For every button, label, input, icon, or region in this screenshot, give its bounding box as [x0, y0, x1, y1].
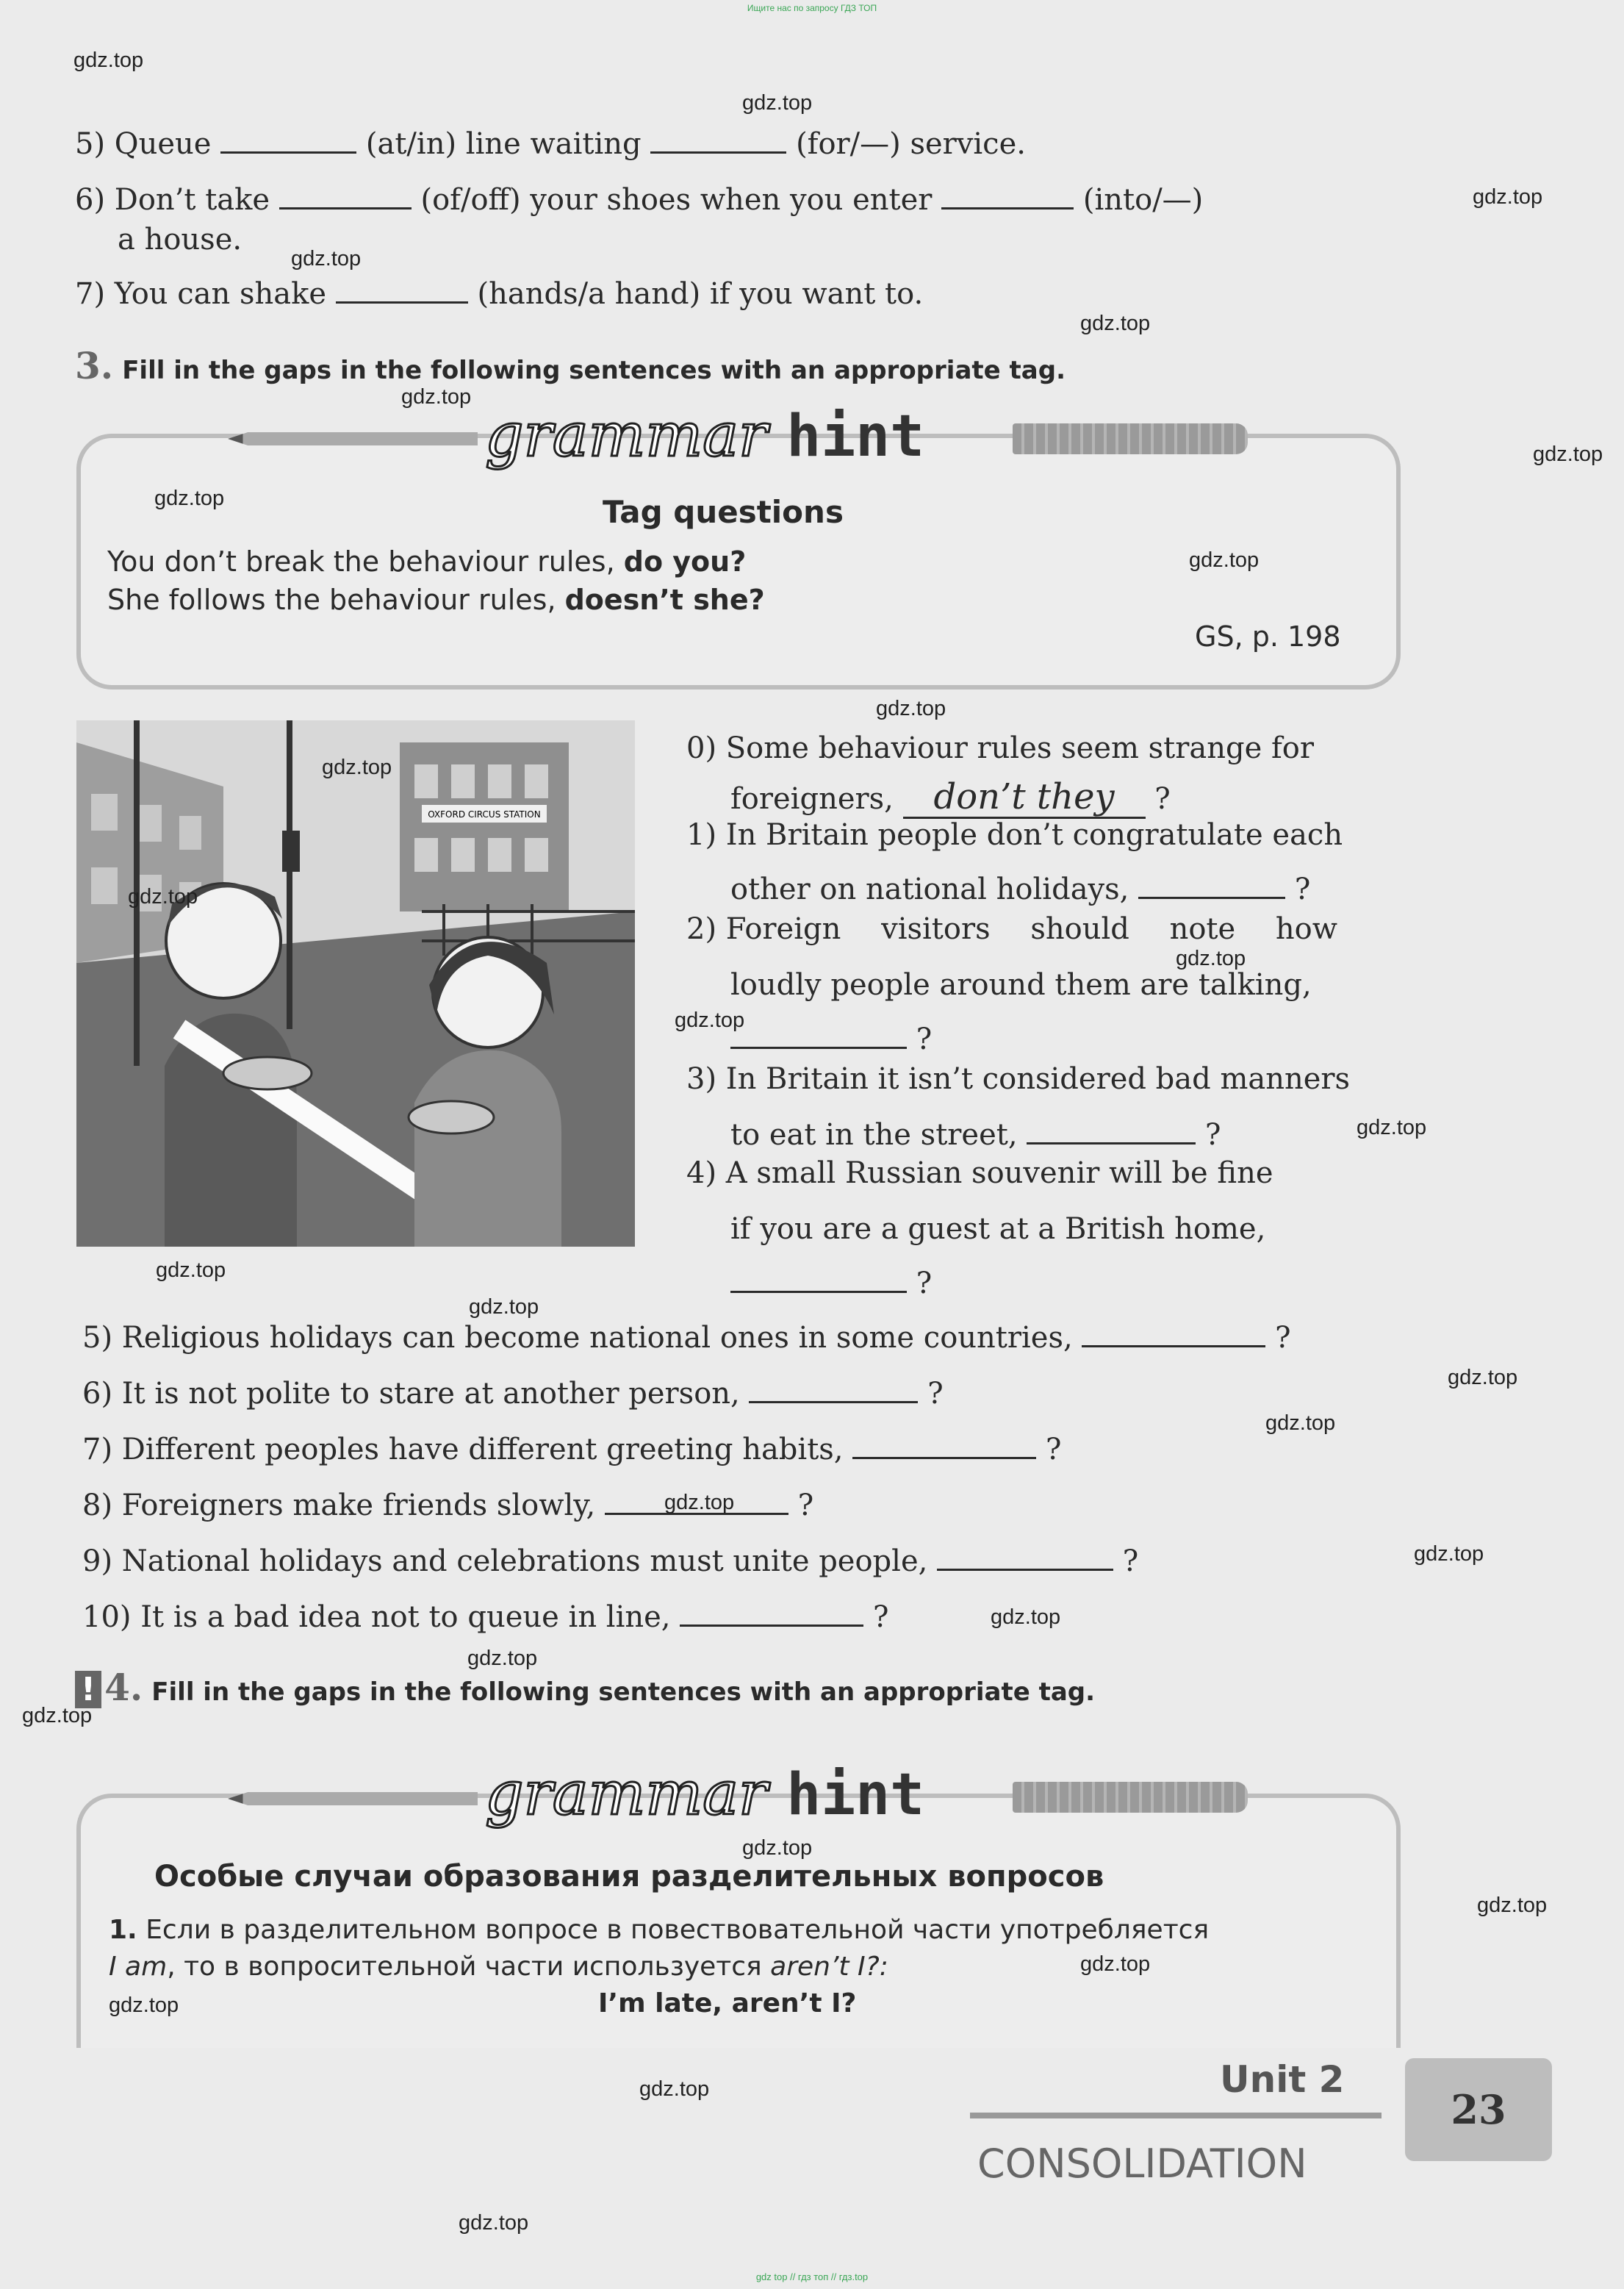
watermark: gdz.top: [459, 2211, 529, 2235]
watermark: gdz.top: [1357, 1116, 1427, 1139]
example-text: I’m late,: [598, 1988, 732, 2018]
unit-label: Unit 2: [1220, 2058, 1345, 2101]
answer-gap[interactable]: [1138, 873, 1285, 899]
rule-text: , то в вопросительной части используется: [167, 1952, 771, 1982]
item-text: Foreigners make friends slowly,: [121, 1489, 596, 1522]
item-text: Don’t take: [114, 183, 270, 217]
ex3-number: 3.: [75, 344, 114, 387]
important-mark-icon: !: [75, 1671, 101, 1708]
ex3-item-2-line2: [730, 967, 1312, 1003]
example-tag: aren’t I?: [731, 1988, 857, 2018]
watermark: gdz.top: [742, 1836, 813, 1860]
watermark: gdz.top: [991, 1605, 1061, 1629]
station-sign-text: OXFORD CIRCUS STATION: [428, 809, 541, 820]
watermark: gdz.top: [1477, 1894, 1548, 1917]
item-text: (into/—): [1082, 183, 1204, 217]
item-number: 5): [82, 1321, 113, 1355]
answer-gap[interactable]: [1082, 1322, 1265, 1347]
item-number: 1): [686, 818, 717, 852]
item-number: 6): [82, 1377, 113, 1411]
item-text: It is a bad idea not to queue in line,: [140, 1600, 671, 1634]
watermark: gdz.top: [322, 756, 392, 779]
answer-gap[interactable]: [937, 1545, 1113, 1571]
ex3-item-3-line2: to eat in the street, ?: [730, 1118, 1221, 1152]
watermark: gdz.top: [73, 49, 144, 72]
watermark: gdz.top: [401, 385, 472, 409]
answer-gap[interactable]: [279, 184, 412, 209]
item-text: foreigners,: [730, 782, 894, 816]
ex3-item-2-gap: ?: [730, 1022, 932, 1057]
item-text: (at/in) line waiting: [365, 127, 642, 161]
ex3-instruction: Fill in the gaps in the following sentences with an appropriate tag.: [122, 356, 1066, 385]
watermark: gdz.top: [1265, 1411, 1336, 1435]
hint-heading: Tag questions: [603, 494, 844, 530]
grammar-hint-title-2: [485, 1759, 924, 1829]
item-text: to eat in the street,: [730, 1118, 1018, 1152]
watermark: gdz.top: [639, 2077, 710, 2101]
watermark: gdz.top: [1080, 312, 1151, 335]
ex3-item-7: 7) Different peoples have different greeting habits, ?: [82, 1433, 1062, 1466]
item-number: 10): [82, 1600, 132, 1634]
ex2-item-5: [75, 126, 1026, 162]
item-number: 5): [75, 127, 106, 161]
ex3-item-2: [686, 911, 1337, 947]
ex2-item-6: [75, 182, 1203, 218]
watermark: gdz.top: [1533, 443, 1603, 466]
hint-heading-2: Особые случаи образования разделительных вопросов: [154, 1860, 1104, 1894]
watermark: gdz.top: [469, 1295, 539, 1319]
rule-number: 1.: [109, 1915, 137, 1945]
answer-gap[interactable]: [220, 128, 356, 154]
item-number: 9): [82, 1544, 113, 1578]
answer-gap[interactable]: [730, 1023, 907, 1049]
item-text: (for/—) service.: [796, 127, 1026, 161]
page-number: 23: [1451, 2086, 1506, 2133]
answer-gap[interactable]: [1027, 1119, 1196, 1144]
ex3-item-0-line2: foreigners, don’t they ?: [730, 776, 1171, 817]
item-text: if you are a guest at a British home,: [730, 1212, 1266, 1246]
rule-text: Если в разделительном вопросе в повествовательной части употребляется: [145, 1915, 1210, 1945]
watermark: gdz.top: [109, 1994, 179, 2017]
item-number: 7): [75, 277, 106, 311]
item-text: Queue: [114, 127, 212, 161]
pencil-left-icon: [228, 1792, 478, 1805]
hint-example-2: [107, 581, 765, 619]
item-text: Different peoples have different greeting habits,: [121, 1433, 844, 1466]
grammar-hint-title: [485, 401, 924, 470]
ex3-item-8: 8) Foreigners make friends slowly, ?: [82, 1489, 814, 1522]
hint-rule-line2: [109, 1948, 888, 1986]
hint-word-hint: hint: [786, 1762, 925, 1828]
watermark: gdz.top: [876, 697, 946, 720]
watermark: gdz.top: [1414, 1542, 1484, 1566]
bottom-note: gdz top // гдз топ // гдз.top: [755, 2271, 869, 2282]
watermark: gdz.top: [742, 91, 813, 115]
watermark: gdz.top: [1176, 947, 1246, 970]
ex3-item-5: 5) Religious holidays can become national ones in some countries, ?: [82, 1321, 1291, 1355]
hint-text: You don’t break the behaviour rules,: [107, 545, 624, 578]
answer-gap[interactable]: [730, 1267, 907, 1293]
item-text: Foreign visitors should note how: [725, 912, 1337, 946]
pencil-left-icon: [228, 432, 478, 445]
section-label: CONSOLIDATION: [977, 2141, 1307, 2187]
ex3-item-10: 10) It is a bad idea not to queue in line, ?: [82, 1600, 889, 1634]
item-text: Some behaviour rules seem strange for: [725, 731, 1314, 765]
ex3-item-4-gap: ?: [730, 1266, 932, 1301]
item-text: In Britain it isn’t considered bad manners: [725, 1062, 1351, 1096]
pencil-right-icon: [1013, 423, 1248, 454]
watermark: gdz.top: [675, 1009, 745, 1032]
example-answer-gap: [903, 776, 1146, 819]
item-number: 8): [82, 1489, 113, 1522]
item-text: Religious holidays can become national ones in some countries,: [121, 1321, 1073, 1355]
ex4-instruction: Fill in the gaps in the following sentences with an appropriate tag.: [151, 1677, 1096, 1707]
watermark: gdz.top: [1448, 1366, 1518, 1389]
item-text: In Britain people don’t congratulate each: [725, 818, 1343, 852]
ex3-instruction-row: [75, 344, 1066, 387]
hint-word-grammar: grammar: [485, 401, 768, 470]
item-text: other on national holidays,: [730, 873, 1129, 906]
hint-text: She follows the behaviour rules,: [107, 584, 565, 616]
hint-rule-line1: [109, 1911, 1209, 1949]
item-number: 3): [686, 1062, 717, 1096]
ex3-item-1-line2: other on national holidays, ?: [730, 873, 1311, 906]
grammar-reference: GS, p. 198: [1195, 620, 1341, 653]
watermark: gdz.top: [467, 1647, 538, 1670]
ex4-number: 4.: [104, 1666, 143, 1709]
ex2-item-6-cont: a house.: [118, 223, 242, 257]
ex4-instruction-row: [75, 1666, 1095, 1709]
search-note: Ищите нас по запросу ГДЗ ТОП: [747, 3, 877, 13]
item-number: 4): [686, 1156, 717, 1190]
example-answer: don’t they: [933, 776, 1115, 817]
rule-form: I am: [109, 1952, 168, 1982]
item-text: (of/off) your shoes when you enter: [420, 183, 933, 217]
item-number: 7): [82, 1433, 113, 1466]
hint-word-grammar: grammar: [485, 1759, 768, 1829]
answer-gap[interactable]: [749, 1378, 918, 1403]
ex3-item-0: [686, 731, 1314, 766]
answer-gap[interactable]: [941, 184, 1074, 209]
street-illustration: [76, 720, 635, 1247]
ex3-item-9: 9) National holidays and celebrations must unite people, ?: [82, 1544, 1139, 1578]
watermark: gdz.top: [1080, 1952, 1151, 1976]
answer-gap[interactable]: [680, 1601, 863, 1627]
watermark: gdz.top: [156, 1258, 226, 1282]
ex2-item-7: [75, 276, 923, 312]
item-text: A small Russian souvenir will be fine: [725, 1156, 1273, 1190]
hint-tag: do you?: [623, 545, 747, 578]
answer-gap[interactable]: [336, 278, 468, 304]
ex3-item-3: [686, 1061, 1350, 1097]
hint-rule-example: [598, 1985, 856, 2023]
ex3-item-4: [686, 1156, 1273, 1191]
hint-word-hint: hint: [786, 404, 925, 470]
item-text: (hands/a hand) if you want to.: [477, 277, 924, 311]
watermark: gdz.top: [291, 247, 362, 271]
ex3-item-6: 6) It is not polite to stare at another person, ?: [82, 1377, 944, 1411]
item-number: 2): [686, 912, 717, 946]
hint-example-1: [107, 542, 746, 581]
watermark: gdz.top: [154, 487, 225, 510]
watermark: gdz.top: [1189, 548, 1260, 572]
ex3-item-4-line2: [730, 1211, 1265, 1247]
footer-rule: [970, 2113, 1382, 2118]
item-text: It is not polite to stare at another person,: [121, 1377, 740, 1411]
item-text: National holidays and celebrations must unite people,: [121, 1544, 928, 1578]
ex3-item-1: [686, 817, 1343, 853]
item-text: You can shake: [114, 277, 327, 311]
item-number: 0): [686, 731, 717, 765]
answer-gap[interactable]: [650, 128, 786, 154]
pencil-right-icon: [1013, 1782, 1248, 1813]
watermark: gdz.top: [128, 885, 198, 909]
answer-gap[interactable]: [852, 1433, 1036, 1459]
rule-form: aren’t I?:: [770, 1952, 888, 1982]
watermark: gdz.top: [664, 1491, 735, 1514]
watermark: gdz.top: [1473, 185, 1543, 209]
item-number: 6): [75, 183, 106, 217]
item-text: loudly people around them are talking,: [730, 968, 1312, 1002]
hint-tag: doesn’t she?: [564, 584, 765, 616]
watermark: gdz.top: [22, 1704, 93, 1727]
